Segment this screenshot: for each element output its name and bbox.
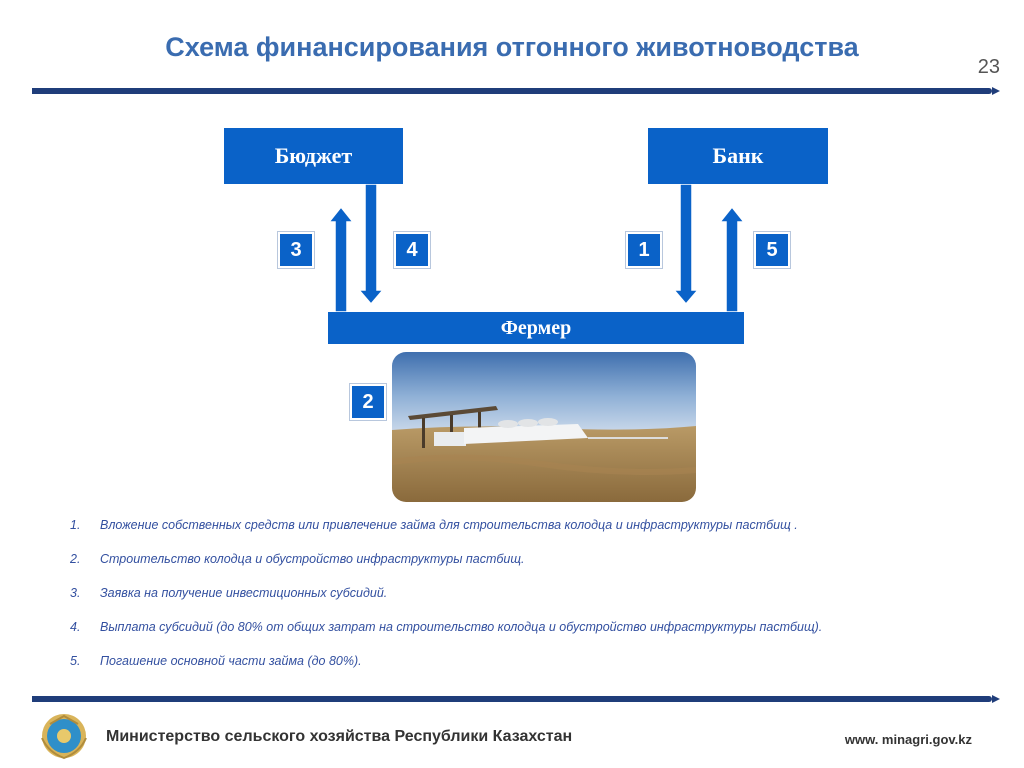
legend-item <box>70 618 822 652</box>
legend-item <box>70 516 822 550</box>
legend-text: Заявка на получение инвестиционных субсидий. <box>100 586 388 600</box>
legend-item <box>70 652 822 686</box>
step-marker-1: 1 <box>628 234 660 266</box>
page-number: 23 <box>977 56 1000 78</box>
bottom-divider <box>32 696 992 702</box>
steps-legend <box>70 516 822 686</box>
step-marker-5: 5 <box>756 234 788 266</box>
legend-text: Вложение собственных средств или привлечение займа для строительства колодца и инфраструктуры пастбищ . <box>100 518 798 532</box>
step-marker-3: 3 <box>280 234 312 266</box>
step-marker-2: 2 <box>352 386 384 418</box>
legend-text: Выплата субсидий (до 80% от общих затрат на строительство колодца и обустройство инфраструктуры пастбищ). <box>100 620 823 634</box>
ministry-name: Министерство сельского хозяйства Республики Казахстан <box>106 728 573 745</box>
legend-number: 2. <box>70 552 81 566</box>
step-marker-4: 4 <box>396 234 428 266</box>
well-infrastructure-photo <box>392 352 696 502</box>
node-budget: Бюджет <box>224 128 403 184</box>
arrow-4-down <box>359 184 383 304</box>
legend-number: 1. <box>70 518 81 532</box>
legend-number: 4. <box>70 620 81 634</box>
legend-number: 5. <box>70 654 81 668</box>
legend-item <box>70 550 822 584</box>
node-farmer: Фермер <box>328 312 744 344</box>
page-title: Схема финансирования отгонного животноводства <box>165 32 859 62</box>
arrow-1-down <box>674 184 698 304</box>
node-bank: Банк <box>648 128 828 184</box>
state-emblem-icon <box>38 712 90 760</box>
legend-text: Строительство колодца и обустройство инфраструктуры пастбищ. <box>100 552 525 566</box>
arrow-5-up <box>720 207 744 312</box>
arrow-3-up <box>329 207 353 312</box>
legend-number: 3. <box>70 586 81 600</box>
legend-item <box>70 584 822 618</box>
legend-text: Погашение основной части займа (до 80%). <box>100 654 362 668</box>
website-link[interactable]: www. minagri.gov.kz <box>844 732 972 747</box>
